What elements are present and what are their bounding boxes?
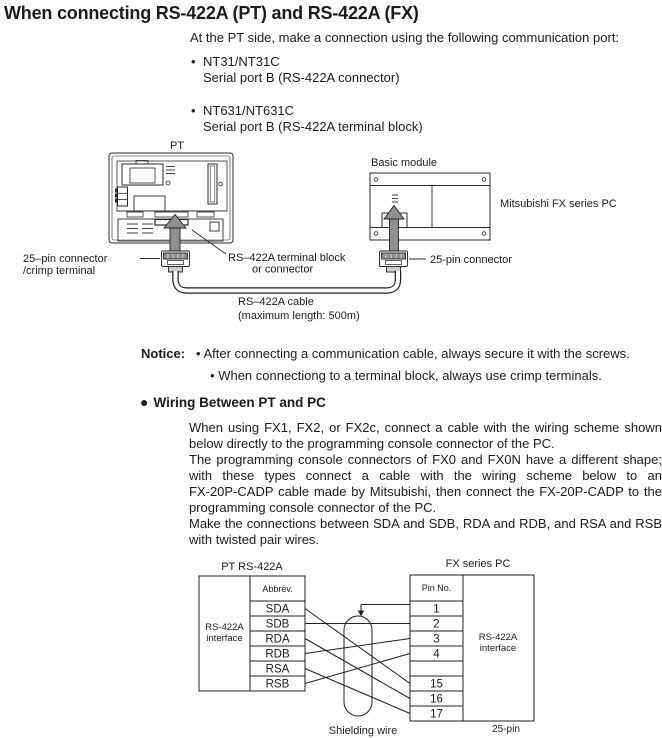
- model-name: NT631/NT631C: [203, 103, 295, 118]
- fx-pin-label: 2: [433, 618, 440, 631]
- intro-port-nt31: Serial port B (RS-422A connector): [203, 70, 400, 85]
- pt-label: PT: [169, 140, 185, 152]
- fx-interface-label-line2: interface: [479, 643, 517, 654]
- dsub-connector-right-icon: [380, 251, 408, 272]
- pt-interface-label-line2: interface: [206, 633, 243, 644]
- section-bullet-icon: ●: [140, 394, 149, 410]
- pin-no-header: Pin No.: [421, 583, 452, 593]
- bullet-icon: •: [191, 103, 196, 118]
- bullet-icon: •: [191, 54, 196, 69]
- pt-signal-label: SDA: [265, 603, 290, 616]
- intro-bullet-nt631: [191, 103, 294, 118]
- fx-pin-label: 16: [430, 693, 443, 706]
- fx-pin-label: 1: [433, 603, 440, 616]
- wiring-pt-title: PT RS-422A: [221, 561, 283, 573]
- intro-bullet-nt31: [191, 54, 280, 69]
- wiring-diagram-figure: [0, 556, 662, 738]
- fx-pin-label: 15: [430, 678, 443, 691]
- cable-diagram-figure: [0, 140, 662, 340]
- heading-text: Wiring Between PT and PC: [153, 395, 326, 410]
- pc-label: Mitsubishi FX series PC: [500, 198, 617, 210]
- cable-label-line2: (maximum length: 500m): [238, 310, 360, 322]
- wiring-section-heading: [140, 394, 326, 410]
- terminal-block-leader-line: [192, 230, 226, 254]
- wiring-rows-and-wires: [250, 601, 463, 721]
- fx-basic-module-drawing: [370, 173, 490, 240]
- wire-RDB-to-pin3: [305, 639, 410, 654]
- intro-lead: At the PT side, make a connection using the following communication port:: [190, 30, 619, 45]
- fx-pin-label: 3: [433, 633, 440, 646]
- left-connector-label-line1: 25–pin connector: [23, 253, 108, 265]
- terminal-block-label-line2: or connector: [252, 263, 314, 276]
- notice-label: Notice:: [141, 346, 186, 361]
- dsub-connector-left-icon: [162, 251, 190, 272]
- paragraph-line: The programming console connectors of FX0 and FX0N have a different shape;: [189, 452, 662, 467]
- pt-signal-label: SDB: [265, 618, 290, 631]
- paragraph-line: with twisted pair wires.: [189, 532, 320, 547]
- right-connector-label: 25-pin connector: [430, 254, 512, 266]
- intro-port-nt631: Serial port B (RS-422A terminal block): [203, 119, 423, 134]
- abbrev-header: Abbrev.: [262, 584, 293, 594]
- paragraph-line: with these types connect a cable with the wiring scheme below to an: [189, 468, 662, 483]
- wire-RSA-to-pin17: [305, 669, 410, 714]
- paragraph-line: Make the connections between SDA and SDB, RDA and RDB, and RSA and RSB: [189, 516, 662, 531]
- 25-pin-label: 25-pin: [492, 724, 520, 735]
- model-name: NT31/NT31C: [203, 54, 280, 69]
- bullet-icon: •: [210, 368, 215, 383]
- cable-label-line1: RS–422A cable: [238, 296, 314, 308]
- wire-RSB-to-pin4: [305, 654, 410, 684]
- pt-signal-label: RDA: [265, 633, 290, 646]
- pt-signal-label: RSB: [265, 678, 290, 691]
- page-title: When connecting RS-422A (PT) and RS-422A (FX): [4, 3, 419, 23]
- paragraph-line: below directly to the programming console connector of the PC.: [189, 436, 555, 451]
- fx-pin-label: 4: [433, 648, 440, 661]
- left-connector-label-line2: /crimp terminal: [23, 265, 96, 277]
- notice-text: When connectiong to a terminal block, always use crimp terminals.: [218, 368, 602, 383]
- pt-signal-label: RDB: [265, 648, 290, 661]
- shielding-wire-label: Shielding wire: [328, 725, 398, 737]
- basic-module-label: Basic module: [371, 157, 438, 169]
- fx-interface-label-line1: RS-422A: [478, 632, 518, 643]
- pt-interface-label-line1: RS-422A: [205, 622, 244, 633]
- terminal-block-label-line1: RS–422A terminal block: [228, 252, 346, 264]
- notice-item-2: [210, 368, 602, 383]
- fx-pin-label: 17: [430, 708, 443, 721]
- paragraph-line: When using FX1, FX2, or FX2c, connect a cable with the wiring scheme shown: [189, 420, 662, 435]
- wiring-fx-title: FX series PC: [445, 558, 511, 570]
- notice-item-1: [196, 346, 630, 361]
- pt-signal-label: RSA: [265, 663, 290, 676]
- paragraph-line: FX-20P-CADP cable made by Mitsubishi, then connect the FX-20P-CADP to the: [189, 484, 662, 499]
- up-arrow-left-icon: [164, 215, 186, 253]
- bullet-icon: •: [196, 346, 201, 361]
- paragraph-line: programming console connector of the PC.: [189, 500, 437, 515]
- wiring-paragraph: [189, 420, 662, 548]
- notice-text: After connecting a communication cable, always secure it with the screws.: [203, 346, 630, 361]
